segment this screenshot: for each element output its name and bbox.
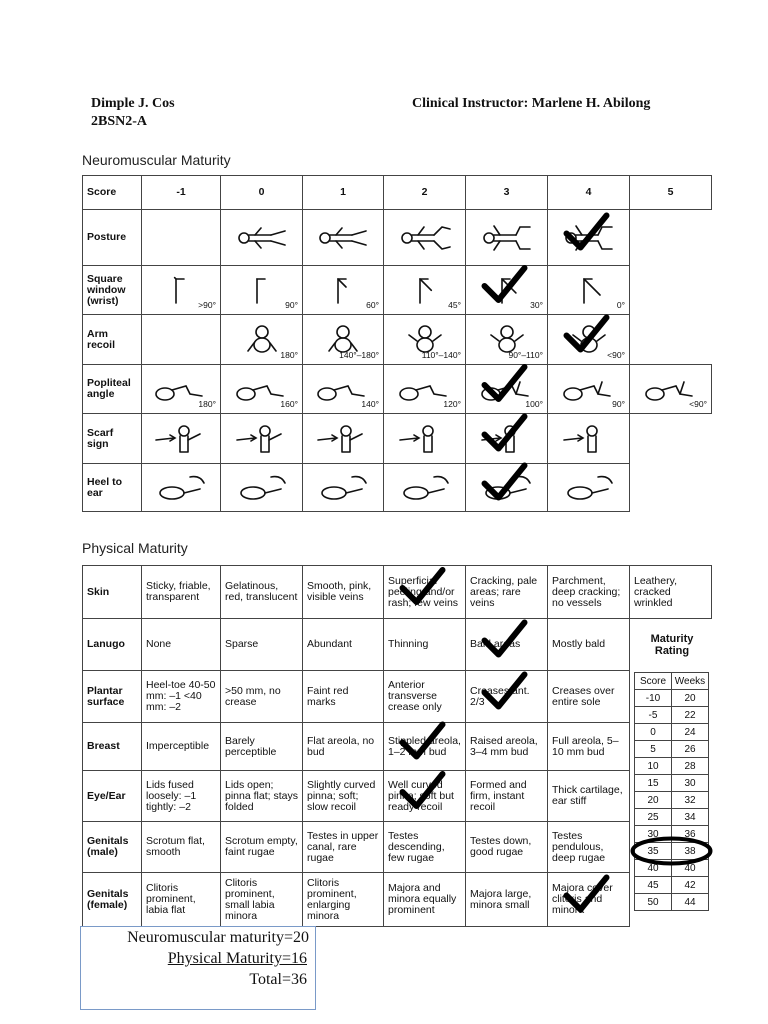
degree-label: <90° xyxy=(607,350,625,360)
criteria-cell xyxy=(384,210,466,266)
maturity-score: 5 xyxy=(635,741,672,758)
maturity-figure-icon xyxy=(312,221,374,255)
neuromuscular-table xyxy=(82,175,712,512)
criteria-cell xyxy=(630,464,712,512)
criteria-cell xyxy=(630,365,712,414)
maturity-figure-icon xyxy=(231,273,293,307)
maturity-figure-icon xyxy=(231,422,293,456)
maturity-score: 20 xyxy=(635,792,672,809)
criteria-cell xyxy=(303,315,384,365)
neuromuscular-row xyxy=(83,414,712,464)
criteria-cell: Faint red marks xyxy=(303,671,384,723)
maturity-row xyxy=(635,775,709,792)
criteria-cell: Majora large, minora small xyxy=(466,873,548,927)
criteria-cell xyxy=(221,414,303,464)
degree-label: 160° xyxy=(280,399,298,409)
criteria-cell xyxy=(221,315,303,365)
maturity-figure-icon xyxy=(312,471,374,505)
criteria-cell: Clitoris prominent, small labia minora xyxy=(221,873,303,927)
maturity-score: 35 xyxy=(635,843,672,860)
degree-label: >90° xyxy=(198,300,216,310)
criteria-cell: Barely perceptible xyxy=(221,723,303,771)
physical-row xyxy=(83,771,712,822)
physical-row xyxy=(83,822,712,873)
maturity-header: Weeks xyxy=(672,673,709,690)
score-header: Score xyxy=(83,176,142,210)
degree-label: 90°–110° xyxy=(508,350,543,360)
maturity-score: 50 xyxy=(635,894,672,911)
maturity-weeks: 38 xyxy=(672,843,709,860)
maturity-figure-icon xyxy=(231,221,293,255)
neuromuscular-title: Neuromuscular Maturity xyxy=(82,152,231,168)
criteria-cell xyxy=(221,464,303,512)
physical-title: Physical Maturity xyxy=(82,540,188,556)
criteria-cell: Scrotum flat, smooth xyxy=(142,822,221,873)
criteria-cell: Lids open; pinna flat; stays folded xyxy=(221,771,303,822)
maturity-figure-icon xyxy=(476,422,538,456)
criteria-cell xyxy=(142,414,221,464)
score-cell: 0 xyxy=(221,176,303,210)
maturity-figure-icon xyxy=(558,273,620,307)
maturity-figure-icon xyxy=(476,221,538,255)
totals-box xyxy=(80,926,316,1010)
criteria-cell xyxy=(303,464,384,512)
maturity-weeks: 28 xyxy=(672,758,709,775)
maturity-row xyxy=(635,843,709,860)
criteria-cell xyxy=(630,266,712,315)
criteria-cell: Smooth, pink, visible veins xyxy=(303,566,384,619)
criteria-cell xyxy=(142,266,221,315)
maturity-header: Score xyxy=(635,673,672,690)
maturity-row xyxy=(635,758,709,775)
criteria-cell xyxy=(221,266,303,315)
criteria-cell: Full areola, 5–10 mm bud xyxy=(548,723,630,771)
criteria-cell: Scrotum empty, faint rugae xyxy=(221,822,303,873)
criteria-cell: Raised areola, 3–4 mm bud xyxy=(466,723,548,771)
maturity-row xyxy=(635,894,709,911)
row-label: Arm recoil xyxy=(83,315,142,365)
physical-total: Physical Maturity=16 xyxy=(167,950,307,967)
score-cell: 3 xyxy=(466,176,548,210)
criteria-cell xyxy=(303,210,384,266)
maturity-row xyxy=(635,792,709,809)
maturity-figure-icon xyxy=(558,471,620,505)
criteria-cell xyxy=(630,414,712,464)
maturity-row xyxy=(635,707,709,724)
row-label: Square window (wrist) xyxy=(83,266,142,315)
criteria-cell: Well curved pinna; soft but ready recoil xyxy=(384,771,466,822)
maturity-weeks: 26 xyxy=(672,741,709,758)
row-label: Skin xyxy=(83,566,142,619)
maturity-row xyxy=(635,690,709,707)
maturity-figure-icon xyxy=(394,422,456,456)
physical-row xyxy=(83,566,712,619)
criteria-cell xyxy=(142,464,221,512)
maturity-figure-icon xyxy=(558,372,620,406)
criteria-cell xyxy=(548,315,630,365)
neuromuscular-row xyxy=(83,464,712,512)
maturity-figure-icon xyxy=(476,471,538,505)
neuromuscular-row xyxy=(83,266,712,315)
criteria-cell: Imperceptible xyxy=(142,723,221,771)
maturity-weeks: 36 xyxy=(672,826,709,843)
physical-row xyxy=(83,671,712,723)
maturity-weeks: 24 xyxy=(672,724,709,741)
criteria-cell xyxy=(548,266,630,315)
score-cell: 1 xyxy=(303,176,384,210)
criteria-cell xyxy=(303,266,384,315)
physical-table xyxy=(82,565,712,927)
degree-label: 45° xyxy=(448,300,461,310)
maturity-row xyxy=(635,724,709,741)
degree-label: 180° xyxy=(280,350,298,360)
criteria-cell: Heel-toe 40-50 mm: –1 <40 mm: –2 xyxy=(142,671,221,723)
criteria-cell xyxy=(384,365,466,414)
maturity-figure-icon xyxy=(150,422,212,456)
maturity-weeks: 20 xyxy=(672,690,709,707)
criteria-cell xyxy=(630,315,712,365)
criteria-cell: Bald areas xyxy=(466,619,548,671)
criteria-cell: Majora cover clitoris and minora xyxy=(548,873,630,927)
maturity-score: 30 xyxy=(635,826,672,843)
criteria-cell: Sparse xyxy=(221,619,303,671)
score-cell: 5 xyxy=(630,176,712,210)
criteria-cell: Slightly curved pinna; soft; slow recoil xyxy=(303,771,384,822)
row-label: Breast xyxy=(83,723,142,771)
criteria-cell xyxy=(303,365,384,414)
score-cell: -1 xyxy=(142,176,221,210)
section-label: 2BSN2-A xyxy=(91,114,148,129)
criteria-cell: Creases ant. 2/3 xyxy=(466,671,548,723)
maturity-weeks: 32 xyxy=(672,792,709,809)
row-label: Genitals (male) xyxy=(83,822,142,873)
maturity-score: -5 xyxy=(635,707,672,724)
degree-label: 100° xyxy=(525,399,543,409)
neuromuscular-total: Neuromuscular maturity=20 xyxy=(127,929,309,946)
maturity-score: 0 xyxy=(635,724,672,741)
maturity-score: 40 xyxy=(635,860,672,877)
maturity-figure-icon xyxy=(150,471,212,505)
degree-label: 30° xyxy=(530,300,543,310)
criteria-cell: Testes pendulous, deep rugae xyxy=(548,822,630,873)
criteria-cell: Flat areola, no bud xyxy=(303,723,384,771)
maturity-score: 10 xyxy=(635,758,672,775)
degree-label: 90° xyxy=(285,300,298,310)
degree-label: 140°–180° xyxy=(339,350,379,360)
maturity-weeks: 42 xyxy=(672,877,709,894)
criteria-cell xyxy=(221,210,303,266)
score-cell: 4 xyxy=(548,176,630,210)
degree-label: 110°–140° xyxy=(421,350,461,360)
criteria-cell: Lids fused loosely: –1 tightly: –2 xyxy=(142,771,221,822)
maturity-row xyxy=(635,741,709,758)
maturity-weeks: 40 xyxy=(672,860,709,877)
maturity-figure-icon xyxy=(312,422,374,456)
criteria-cell xyxy=(466,210,548,266)
criteria-cell xyxy=(221,365,303,414)
criteria-cell: Mostly bald xyxy=(548,619,630,671)
maturity-rating-table xyxy=(634,672,709,911)
maturity-figure-icon xyxy=(394,221,456,255)
maturity-row xyxy=(635,877,709,894)
student-name: Dimple J. Cos xyxy=(91,96,175,111)
criteria-cell: Creases over entire sole xyxy=(548,671,630,723)
criteria-cell: Testes down, good rugae xyxy=(466,822,548,873)
criteria-cell: Clitoris prominent, labia flat xyxy=(142,873,221,927)
degree-label: 120° xyxy=(443,399,461,409)
maturity-score: 15 xyxy=(635,775,672,792)
criteria-cell xyxy=(548,464,630,512)
criteria-cell: Clitoris prominent, enlarging minora xyxy=(303,873,384,927)
maturity-weeks: 22 xyxy=(672,707,709,724)
grand-total: Total=36 xyxy=(249,971,307,988)
criteria-cell xyxy=(384,414,466,464)
criteria-cell xyxy=(466,315,548,365)
row-label: Scarf sign xyxy=(83,414,142,464)
criteria-cell: Gelatinous, red, translucent xyxy=(221,566,303,619)
criteria-cell: >50 mm, no crease xyxy=(221,671,303,723)
criteria-cell: Formed and firm, instant recoil xyxy=(466,771,548,822)
physical-row xyxy=(83,873,712,927)
criteria-cell: Leathery, cracked wrinkled xyxy=(630,566,712,619)
maturity-score: -10 xyxy=(635,690,672,707)
maturity-weeks: 30 xyxy=(672,775,709,792)
maturity-row xyxy=(635,826,709,843)
criteria-cell: Stippled areola, 1–2 mm bud xyxy=(384,723,466,771)
criteria-cell xyxy=(142,210,221,266)
maturity-weeks: 44 xyxy=(672,894,709,911)
row-label: Posture xyxy=(83,210,142,266)
maturity-score: 45 xyxy=(635,877,672,894)
criteria-cell: Thinning xyxy=(384,619,466,671)
row-label: Lanugo xyxy=(83,619,142,671)
degree-label: 90° xyxy=(612,399,625,409)
criteria-cell xyxy=(466,464,548,512)
degree-label: 0° xyxy=(616,300,625,310)
maturity-figure-icon xyxy=(312,273,374,307)
maturity-figure-icon xyxy=(558,422,620,456)
criteria-cell xyxy=(548,365,630,414)
criteria-cell: Superficial peeling and/or rash; few veins xyxy=(384,566,466,619)
maturity-figure-icon xyxy=(476,273,538,307)
criteria-cell xyxy=(548,210,630,266)
criteria-cell: None xyxy=(142,619,221,671)
criteria-cell: Thick cartilage, ear stiff xyxy=(548,771,630,822)
score-cell: 2 xyxy=(384,176,466,210)
criteria-cell: Abundant xyxy=(303,619,384,671)
degree-label: 140° xyxy=(361,399,379,409)
maturity-score: 25 xyxy=(635,809,672,826)
criteria-cell xyxy=(384,464,466,512)
criteria-cell xyxy=(548,414,630,464)
neuromuscular-row xyxy=(83,315,712,365)
maturity-row xyxy=(635,860,709,877)
criteria-cell: Parchment, deep cracking; no vessels xyxy=(548,566,630,619)
criteria-cell: Sticky, friable, transparent xyxy=(142,566,221,619)
degree-label: 180° xyxy=(198,399,216,409)
criteria-cell xyxy=(466,266,548,315)
criteria-cell xyxy=(466,414,548,464)
degree-label: <90° xyxy=(689,399,707,409)
row-label: Heel to ear xyxy=(83,464,142,512)
maturity-figure-icon xyxy=(394,471,456,505)
criteria-cell xyxy=(142,365,221,414)
criteria-cell xyxy=(384,315,466,365)
row-label: Eye/Ear xyxy=(83,771,142,822)
criteria-cell: Cracking, pale areas; rare veins xyxy=(466,566,548,619)
maturity-figure-icon xyxy=(231,471,293,505)
neuromuscular-row xyxy=(83,365,712,414)
criteria-cell xyxy=(303,414,384,464)
physical-row xyxy=(83,619,712,671)
maturity-rating-title: Maturity Rating xyxy=(650,633,694,657)
criteria-cell xyxy=(466,365,548,414)
criteria-cell: Testes in upper canal, rare rugae xyxy=(303,822,384,873)
physical-row xyxy=(83,723,712,771)
maturity-figure-icon xyxy=(394,273,456,307)
maturity-row xyxy=(635,809,709,826)
criteria-cell xyxy=(630,210,712,266)
degree-label: 60° xyxy=(366,300,379,310)
criteria-cell: Testes descending, few rugae xyxy=(384,822,466,873)
criteria-cell xyxy=(384,266,466,315)
instructor-name: Clinical Instructor: Marlene H. Abilong xyxy=(412,96,651,111)
row-label: Popliteal angle xyxy=(83,365,142,414)
criteria-cell: Majora and minora equally prominent xyxy=(384,873,466,927)
row-label: Genitals (female) xyxy=(83,873,142,927)
row-label: Plantar surface xyxy=(83,671,142,723)
neuromuscular-row xyxy=(83,210,712,266)
maturity-figure-icon xyxy=(558,221,620,255)
criteria-cell: Anterior transverse crease only xyxy=(384,671,466,723)
criteria-cell xyxy=(142,315,221,365)
maturity-weeks: 34 xyxy=(672,809,709,826)
